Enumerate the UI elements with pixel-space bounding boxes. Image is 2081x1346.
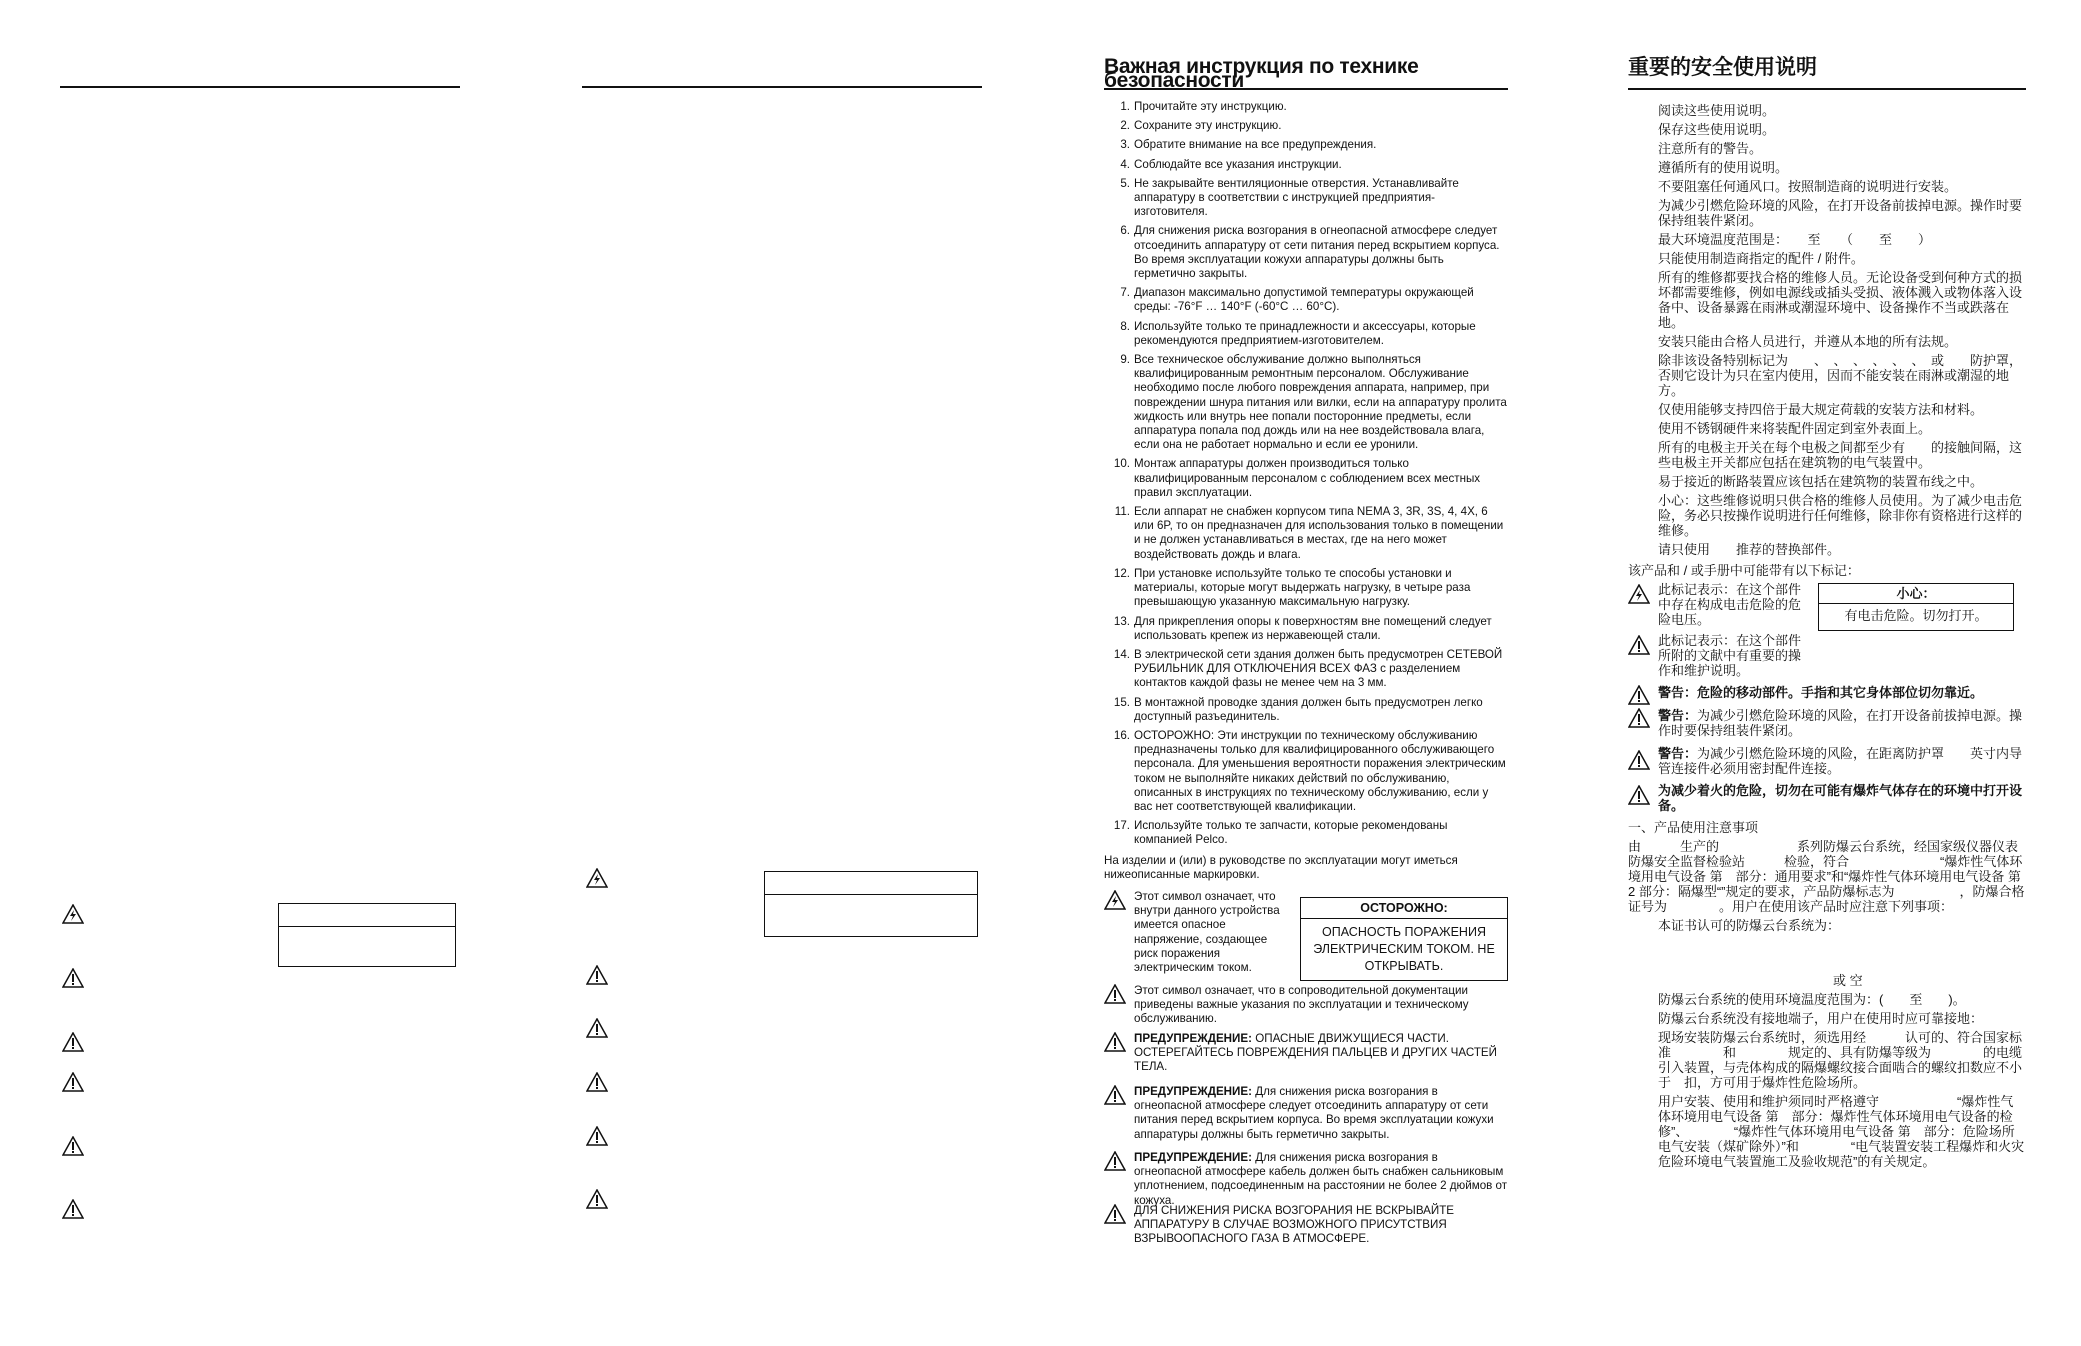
item-text: При установке используйте только те способы установки и материалы, которые могут выдержать нагрузку, в четыре раза превышающую указанную максимальную нагрузку. <box>1134 566 1471 609</box>
instruction-item: 除非该设备特别标记为 、 、 、 、 、 、 或 防护罩，否则它设计为只在室内使用，因而不能安装在雨淋或潮湿的地方。 <box>1658 353 2023 398</box>
section-heading: 一、产品使用注意事项 <box>1628 820 1759 835</box>
warning-disconnect-power <box>1628 708 2026 738</box>
warning-text: 为减少引燃危险环境的风险，在距离防护罩 英寸内导管连接件必须用密封配件连接。 <box>1658 746 2023 776</box>
caution-box <box>1818 583 2014 631</box>
safety-instructions-list <box>1658 103 2026 561</box>
attention-icon <box>1104 1204 1126 1224</box>
item-text: Используйте только те запчасти, которые рекомендованы компанией Pelco. <box>1134 819 1448 847</box>
attention-icon <box>586 1126 608 1146</box>
item-number: 11. <box>1114 505 1130 519</box>
warning-text: 警告：危险的移动部件。手指和其它身体部位切勿靠近。 <box>1658 685 1984 700</box>
product-paragraph: 由 生产的 系列防爆云台系统，经国家级仪器仪表防爆安全监督检验站 检验，符合 “爆炸性气体环境用电气设备 第 部分：通用要求”和“爆炸性气体环境用电气设备 第 2 部分：隔爆型“”规定的要求，产品防爆标志为 ，防爆合格证号为 。用户在使用该产品时应注意下列事项： <box>1628 839 2025 914</box>
item-number: 8. <box>1120 319 1130 333</box>
attention-icon <box>586 1018 608 1038</box>
shock-warning-icon <box>62 904 84 924</box>
shock-symbol-text: Этот символ означает, что внутри данного устройства имеется опасное напряжение, создающее риск поражения электрическим током. <box>1134 890 1280 975</box>
shock-symbol-text: 此标记表示：在这个部件中存在构成电击危险的危险电压。 <box>1658 582 1802 627</box>
caution-box <box>1300 897 1508 981</box>
warning-label: 警告： <box>1658 746 1698 761</box>
page1-caution-box <box>278 903 456 967</box>
instruction-item: 使用不锈钢硬件来将装配件固定到室外表面上。 <box>1658 421 1932 436</box>
markings-intro: 该产品和 / 或手册中可能带有以下标记： <box>1628 563 1860 578</box>
instruction-item <box>1104 119 1508 133</box>
item-text: Для снижения риска возгорания в огнеопасной атмосфере следует отсоединить аппаратуру от сети питания перед вскрытием корпуса. Во время эксплуатации кожухи аппаратуры должны быть герметично закрыты. <box>1134 224 1500 281</box>
attention-icon <box>1104 1085 1126 1105</box>
attention-symbol-block <box>1628 633 1813 678</box>
attention-icon <box>1628 785 1650 805</box>
attention-icon <box>1104 1151 1126 1171</box>
attention-icon <box>1628 750 1650 770</box>
shock-warning-icon <box>1628 584 1650 604</box>
instruction-item <box>1104 567 1508 610</box>
instruction-item <box>1104 138 1508 152</box>
product-notes <box>1628 820 2026 1173</box>
attention-icon <box>1628 708 1650 728</box>
warning-text: ДЛЯ СНИЖЕНИЯ РИСКА ВОЗГОРАНИЯ НЕ ВСКРЫВАЙТЕ АППАРАТУРУ В СЛУЧАЕ ВОЗМОЖНОГО ПРИСУТСТВИЯ ВЗРЫВООПАСНОГО ГАЗА В АТМОСФЕРЕ. <box>1134 1204 1455 1246</box>
product-paragraph: 本证书认可的防爆云台系统为： <box>1658 918 1841 933</box>
instruction-item: 为减少引燃危险环境的风险，在打开设备前拔掉电源。操作时要保持组装件紧闭。 <box>1658 198 2023 228</box>
attention-icon <box>62 1199 84 1219</box>
item-number: 6. <box>1120 224 1130 238</box>
shock-warning-icon <box>586 868 608 888</box>
attention-icon <box>586 1189 608 1209</box>
warning-text: ОПАСНЫЕ ДВИЖУЩИЕСЯ ЧАСТИ. ОСТЕРЕГАЙТЕСЬ ПОВРЕЖДЕНИЯ ПАЛЬЦЕВ И ДРУГИХ ЧАСТЕЙ ТЕЛА. <box>1134 1032 1497 1074</box>
markings-intro: На изделии и (или) в руководстве по эксплуатации могут иметься нижеописанные маркировки. <box>1104 854 1458 882</box>
instruction-item: 请只使用 推荐的替换部件。 <box>1658 542 1841 557</box>
item-number: 17. <box>1113 819 1130 833</box>
item-number: 12. <box>1113 566 1130 580</box>
title-rule <box>1628 88 2026 90</box>
instruction-item <box>1104 819 1508 847</box>
instruction-item <box>1104 696 1508 724</box>
item-text: Соблюдайте все указания инструкции. <box>1134 157 1342 171</box>
instruction-item <box>1104 648 1508 691</box>
instruction-item: 易于接近的断路装置应该包括在建筑物的装置布线之中。 <box>1658 474 1984 489</box>
item-text: Используйте только те принадлежности и аксессуары, которые рекомендуются предприятием-изготовителем. <box>1134 319 1476 347</box>
item-number: 1. <box>1120 100 1130 113</box>
instruction-item <box>1104 353 1508 452</box>
item-number: 5. <box>1120 176 1130 190</box>
instruction-item: 所有的电极主开关在每个电极之间都至少有 的接触间隔，这些电极主开关都应包括在建筑物的电气装置中。 <box>1658 440 2023 470</box>
attention-icon <box>62 1136 84 1156</box>
shock-symbol-block <box>1104 890 1294 975</box>
page2-caution-box <box>764 871 978 937</box>
product-paragraph: 现场安装防爆云台系统时，须选用经 认可的、符合国家标准 和 规定的、具有防爆等级为 的电缆引入装置，与壳体构成的隔爆螺纹接合面啮合的螺纹扣数应不小于 扣，方可用于爆炸性危险场所。 <box>1658 1030 2023 1090</box>
item-text: В электрической сети здания должен быть предусмотрен СЕТЕВОЙ РУБИЛЬНИК ДЛЯ ОТКЛЮЧЕНИЯ ВСЕХ ФАЗ с разделением контактов каждой фазы не менее чем на 3 мм. <box>1134 647 1503 690</box>
instruction-item: 仅使用能够支持四倍于最大规定荷载的安装方法和材料。 <box>1658 402 1984 417</box>
product-paragraph: 或 空 <box>1833 973 1863 988</box>
item-number: 14. <box>1113 647 1130 661</box>
safety-instructions-list <box>1104 100 1508 853</box>
attention-icon <box>1104 1032 1126 1052</box>
product-paragraph: 防爆云台系统没有接地端子，用户在使用时应可靠接地： <box>1658 1011 1984 1026</box>
warning-text: Для снижения риска возгорания в огнеопасной атмосфере кабель должен быть снабжен сальниковым уплотнением, подсоединенным на расстоянии не более 2 дюймов от кожуха. <box>1134 1151 1508 1207</box>
attention-symbol-block <box>1104 984 1508 1027</box>
caution-title: 小心： <box>1819 584 2013 604</box>
title-rule <box>1104 88 1508 90</box>
instruction-item <box>1104 320 1508 348</box>
attention-symbol-text: Этот символ означает, что в сопроводительной документации приведены важные указания по эксплуатации и техническому обслуживанию. <box>1134 984 1469 1026</box>
caution-title: ОСТОРОЖНО: <box>1301 898 1507 919</box>
item-text: Диапазон максимально допустимой температуры окружающей среды: -76°F … 140°F (-60°C … 60°C). <box>1134 286 1474 314</box>
item-text: Если аппарат не снабжен корпусом типа NEMA 3, 3R, 3S, 4, 4X, 6 или 6P, то он предназначен для использования только в помещении и не должен устанавливаться в местах, где на него может воздействовать дождь и влага. <box>1134 505 1504 561</box>
instruction-item: 保存这些使用说明。 <box>1658 122 1776 137</box>
warning-label: ПРЕДУПРЕЖДЕНИЕ: <box>1134 1151 1252 1164</box>
item-number: 13. <box>1113 614 1130 628</box>
instruction-item <box>1104 158 1508 172</box>
instruction-item <box>1104 457 1508 500</box>
instruction-item <box>1104 286 1508 314</box>
attention-icon <box>586 965 608 985</box>
attention-icon <box>586 1072 608 1092</box>
item-text: Обратите внимание на все предупреждения. <box>1134 138 1377 152</box>
item-text: Не закрывайте вентиляционные отверстия. Устанавливайте аппаратуру в соответствии с инструкцией предприятия-изготовителя. <box>1134 176 1459 219</box>
item-number: 15. <box>1113 695 1130 709</box>
attention-symbol-text: 此标记表示：在这个部件所附的文献中有重要的操作和维护说明。 <box>1658 633 1802 678</box>
product-paragraph: 防爆云台系统的使用环境温度范围为：( 至 )。 <box>1658 992 1966 1007</box>
warning-conduit-seal <box>1628 746 2026 776</box>
russian-page <box>1104 0 1508 1346</box>
page1-top-rule <box>60 86 460 88</box>
item-text: Для прикрепления опоры к поверхностям вне помещений следует использовать крепеж из нержавеющей стали. <box>1134 614 1492 642</box>
warning-moving-parts <box>1628 685 2026 700</box>
page-title: Важная инструкция по технике безопасности <box>1104 55 1419 93</box>
warning-text: Для снижения риска возгорания в огнеопасной атмосфере следует отсоединить аппаратуру от сети питания перед вскрытием корпуса. Во время эксплуатации кожухи аппаратуры должны быть герметично закрыты. <box>1134 1085 1494 1141</box>
attention-icon <box>62 1032 84 1052</box>
item-text: Все техническое обслуживание должно выполняться квалифицированным ремонтным персоналом. Обслуживание необходимо после любого повреждения аппарата, например, при повреждении шнура питания или вилки, если на аппаратуру пролита жидкость или внутрь нее попали посторонние предметы, если аппаратура попала под дождь или на нее воздействовала влага, если она не работает нормально и если ее уронили. <box>1134 353 1507 452</box>
item-text: Монтаж аппаратуры должен производиться только квалифицированным персоналом с соблюдением всех местных правил эксплуатации. <box>1134 457 1481 499</box>
instruction-item: 所有的维修都要找合格的维修人员。无论设备受到何种方式的损坏都需要维修，例如电源线或插头受损、液体溅入或物体落入设备中、设备暴露在雨淋或潮湿环境中、设备操作不当或跌落在地。 <box>1658 270 2023 330</box>
attention-icon <box>1628 635 1650 655</box>
warning-moving-parts <box>1104 1032 1508 1075</box>
instruction-item: 最大环境温度范围是： 至 （ 至 ） <box>1658 232 1932 247</box>
product-paragraph: 用户安装、使用和维护须同时严格遵守 “爆炸性气体环境用电气设备 第 部分：爆炸性气体环境用电气设备的检修”、 “爆炸性气体环境用电气设备 第 部分：危险场所电气安装（煤矿除外）”和 “电气装置安装工程爆炸和火灾危险环境电气装置施工及验收规范”的有关规定。 <box>1658 1094 2025 1169</box>
item-text: В монтажной проводке здания должен быть предусмотрен легко доступный разъединитель. <box>1134 695 1483 723</box>
instruction-item <box>1104 177 1508 220</box>
item-text: Сохраните эту инструкцию. <box>1134 119 1282 133</box>
warning-label: ПРЕДУПРЕЖДЕНИЕ: <box>1134 1085 1252 1098</box>
attention-icon <box>1104 984 1126 1004</box>
item-number: 3. <box>1120 138 1130 152</box>
warning-explosive-gas <box>1628 783 2026 813</box>
warning-text: 为减少引燃危险环境的风险，在打开设备前拔掉电源。操作时要保持组装件紧闭。 <box>1658 708 2023 738</box>
instruction-item: 安装只能由合格人员进行，并遵从本地的所有法规。 <box>1658 334 1958 349</box>
warning-explosive-gas <box>1104 1204 1508 1247</box>
item-number: 4. <box>1120 157 1130 171</box>
instruction-item: 小心：这些维修说明只供合格的维修人员使用。为了减少电击危险，务必只按操作说明进行任何维修，除非你有资格进行这样的维修。 <box>1658 493 2023 538</box>
warning-cable-seal <box>1104 1151 1508 1208</box>
warning-label: 警告： <box>1658 708 1698 723</box>
warning-label: ПРЕДУПРЕЖДЕНИЕ: <box>1134 1032 1252 1045</box>
item-text: ОСТОРОЖНО: Эти инструкции по техническому обслуживанию предназначены только для квалифицированного обслуживающего персонала. Для уменьшения вероятности поражения электрическим током не выполняйте никаких действий по обслуживанию, описанных в инструкциях по техническому обслуживанию, если у вас нет соответствующей квалификации. <box>1134 728 1506 813</box>
instruction-item: 不要阻塞任何通风口。按照制造商的说明进行安装。 <box>1658 179 1958 194</box>
attention-icon <box>1628 685 1650 705</box>
page2-top-rule <box>582 86 982 88</box>
instruction-item <box>1104 505 1508 562</box>
warning-text: 为减少着火的危险，切勿在可能有爆炸气体存在的环境中打开设备。 <box>1658 783 2023 813</box>
item-number: 7. <box>1120 286 1130 300</box>
instruction-item: 阅读这些使用说明。 <box>1658 103 1776 118</box>
instruction-item <box>1104 100 1508 114</box>
chinese-page <box>1628 0 2026 1346</box>
item-number: 16. <box>1113 728 1130 742</box>
shock-warning-icon <box>1104 890 1126 910</box>
instruction-item: 注意所有的警告。 <box>1658 141 1763 156</box>
item-text: Прочитайте эту инструкцию. <box>1134 100 1287 113</box>
shock-symbol-block <box>1628 582 1813 627</box>
instruction-item <box>1104 224 1508 281</box>
item-number: 9. <box>1120 353 1130 367</box>
attention-icon <box>62 1072 84 1092</box>
item-number: 10. <box>1113 457 1130 471</box>
instruction-item: 只能使用制造商指定的配件 / 附件。 <box>1658 251 1864 266</box>
instruction-item <box>1104 615 1508 643</box>
page-title: 重要的安全使用说明 <box>1628 56 1817 79</box>
warning-disconnect-power <box>1104 1085 1508 1142</box>
caution-body: ОПАСНОСТЬ ПОРАЖЕНИЯ ЭЛЕКТРИЧЕСКИМ ТОКОМ. НЕ ОТКРЫВАТЬ. <box>1313 925 1495 974</box>
instruction-item <box>1104 729 1508 814</box>
attention-icon <box>62 968 84 988</box>
item-number: 2. <box>1120 119 1130 133</box>
caution-body: 有电击危险。切勿打开。 <box>1844 608 1988 623</box>
instruction-item: 遵循所有的使用说明。 <box>1658 160 1789 175</box>
